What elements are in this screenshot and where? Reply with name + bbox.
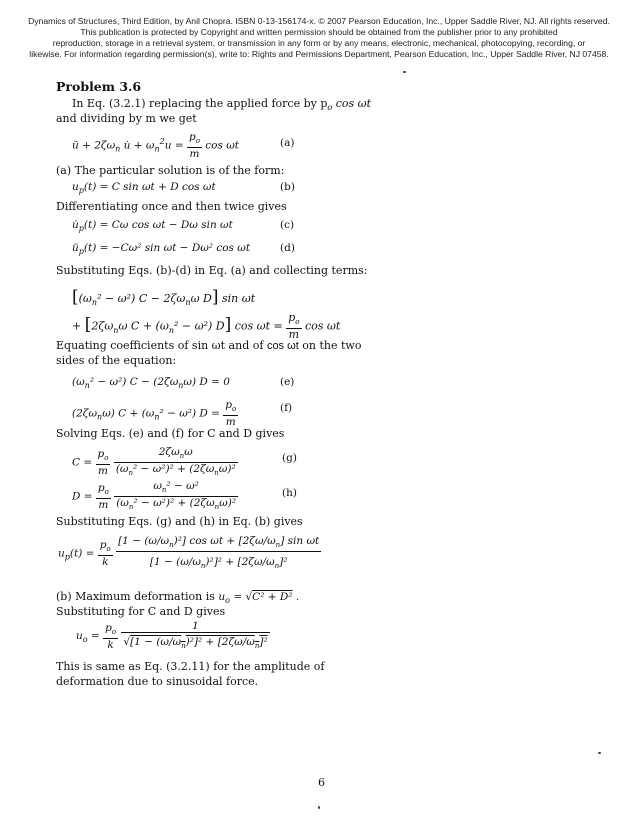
equating-line-2: sides of the equation: xyxy=(56,354,177,367)
equation-g: C = $\frac{p_o}{m}$ $\frac{2\zeta\omega_n\omega}{(\omega_n^2 - \omega^2)^2 + (2\zeta\omega_n\omega)^2}$ xyxy=(72,446,236,478)
eq-f-tag: (f) xyxy=(280,402,293,414)
eq-a-frac: $\frac{p_o}{m}$ xyxy=(188,131,200,161)
eq-h-frac1: $\frac{p_o}{m}$ xyxy=(97,482,109,512)
equation-f: $(2\zeta\omega_n\omega) C + (\omega_n^2 - \omega^2) D$ = $\frac{p_o}{m}$ xyxy=(72,399,237,429)
intro-text: In Eq. (3.2.1) replacing the applied force by p xyxy=(72,97,328,110)
equating-end: on the two xyxy=(298,339,362,352)
eq-c-rhs: (t) = Cω cos ωt − Dω sin ωt xyxy=(83,219,233,231)
eq-h-frac2: $\frac{\omega_n^2 - \omega^2}{(\omega_n^2 - \omega^2)^2 + (2\zeta\omega_n\omega)^2}$ xyxy=(116,480,237,512)
equating-line-1 xyxy=(56,339,361,352)
eq-e-tag: (e) xyxy=(280,376,295,388)
solving-text: Solving Eqs. (e) and (f) for C and D gives xyxy=(56,427,285,440)
header-line-4: likewise. For information regarding permission(s), write to: Rights and Permissions Department, Pearson Education, Inc., Upper Saddle River, NJ 07458. xyxy=(29,49,609,59)
part-b-text: (b) Maximum deformation is xyxy=(56,590,215,603)
eq-b-u: u xyxy=(72,181,79,193)
equating-text: Equating coefficients of sin ωt and of xyxy=(56,339,264,352)
equation-d: $ü_p(t) = -C\omega^2$ sin ωt − Dω² cos ωt xyxy=(72,242,251,257)
up-frac1: $\frac{p_o}{k}$ xyxy=(99,539,111,569)
eq-a-lhs: ü + 2ζω xyxy=(72,139,116,152)
substituting-text: Substituting Eqs. (b)-(d) in Eq. (a) and collecting terms: xyxy=(56,264,368,277)
eq-g-tag: (g) xyxy=(282,452,297,464)
header-line-3: reproduction, storage in a retrieval system, or transmission in any form or by any means, electronic, mechanical, photocopying, recording, or xyxy=(52,38,586,48)
intro-line-1: In Eq. (3.2.1) replacing the applied force by $p_o$ cos ωt xyxy=(72,97,372,113)
equation-c: $u̇_p(t) = C\omega$ cos ωt − Dω sin ωt xyxy=(72,219,233,234)
eq-d-rhs: (t) = −Cω² sin ωt − Dω² cos ωt xyxy=(83,242,251,254)
copyright-header xyxy=(18,16,620,60)
eq-g-frac1: $\frac{p_o}{m}$ xyxy=(97,448,109,478)
page-number: 6 xyxy=(318,776,325,789)
eq-b-rhs: (t) = C sin ωt + D cos ωt xyxy=(83,181,216,193)
equating-cos: cos ωt xyxy=(266,340,299,352)
intro-line-2: and dividing by m we get xyxy=(56,112,197,125)
equation-uo: $u_o$ = $\frac{p_o}{k}$ $\frac{1}{√[1 - (\omega/\omega_n)^2]^2 + [2\zeta\omega/\omega_n]^2}$ xyxy=(76,620,268,651)
eq-f-frac: $\frac{p_o}{m}$ xyxy=(225,399,237,429)
up-frac2: $\frac{[1 - (\omega/\omega_n)^2] \cos \omega t + [2\zeta\omega/\omega_n] \sin \omega t}{[1 - (\omega/\omega_n)^2]^2 + [2\zeta\omega/\omega_n]^2}$ xyxy=(118,535,320,571)
collected-line-2: + [$2\zeta\omega_n\omega$ $C + (\omega_n^2 - \omega^2)$ D] cos ωt = $\frac{p_o}{m}$ cos ωt xyxy=(72,311,341,342)
intro-cos: cos ωt xyxy=(335,97,372,110)
scan-speck xyxy=(318,806,320,809)
header-line-1: Dynamics of Structures, Third Edition, by Anil Chopra. ISBN 0-13-156174-x. © 2007 Pearson Education, Inc., Upper Saddle River, NJ. All rights reserved. xyxy=(28,16,610,26)
differentiating-text: Differentiating once and then twice gives xyxy=(56,200,287,213)
conclusion-line-2: deformation due to sinusoidal force. xyxy=(56,675,259,688)
scan-speck xyxy=(598,752,601,754)
eq-g-frac2: $\frac{2\zeta\omega_n\omega}{(\omega_n^2 - \omega^2)^2 + (2\zeta\omega_n\omega)^2}$ xyxy=(115,446,236,478)
equation-b: $u_p(t) = C$ sin ωt + D cos ωt xyxy=(72,181,216,196)
problem-title: Problem 3.6 xyxy=(56,79,142,94)
substituting-cd-text: Substituting for C and D gives xyxy=(56,605,226,618)
collected-frac: $\frac{p_o}{m}$ xyxy=(288,311,300,342)
equation-h: D = $\frac{p_o}{m}$ $\frac{\omega_n^2 - \omega^2}{(\omega_n^2 - \omega^2)^2 + (2\zeta\omega_n\omega)^2}$ xyxy=(72,480,237,512)
scan-speck xyxy=(403,71,406,73)
collected-line-1: [$(\omega_n^2 - \omega^2) C - 2\zeta\omega_n\omega$ D] sin ωt xyxy=(72,287,256,308)
eq-b-tag: (b) xyxy=(280,181,295,193)
uo-frac2: $\frac{1}{√[1 - (\omega/\omega_n)^2]^2 + [2\zeta\omega/\omega_n]^2}$ xyxy=(123,620,268,651)
uo-frac1: $\frac{p_o}{k}$ xyxy=(105,621,117,651)
part-a-text: (a) The particular solution is of the form: xyxy=(56,164,285,177)
equation-e: $(\omega_n^2 - \omega^2) C - (2\zeta\omega_n\omega) D = 0$ xyxy=(72,376,230,391)
equation-a: ü + $2\zeta\omega_n$ u̇ + $\omega_n^2u$ = $\frac{p_o}{m}$ cos ωt xyxy=(72,131,239,161)
part-b-line: (b) Maximum deformation is $u_o = √C^2 + D^2$ . xyxy=(56,590,300,606)
equation-up: $u_p(t)$ = $\frac{p_o}{k}$ $\frac{[1 - (\omega/\omega_n)^2] \cos \omega t + [2\zeta\omega/\omega_n] \sin \omega t}{[1 - (\omega/\omega_n)^2]^2 + [2\zeta\omega/\omega_n]^2}$ xyxy=(58,535,320,571)
eq-h-tag: (h) xyxy=(282,487,297,499)
eq-a-tag: (a) xyxy=(280,137,295,149)
eq-d-tag: (d) xyxy=(280,242,295,254)
eq-c-tag: (c) xyxy=(280,219,295,231)
header-line-2: This publication is protected by Copyright and written permission should be obtained from the publisher prior to any prohibited xyxy=(80,27,558,37)
conclusion-line-1: This is same as Eq. (3.2.11) for the amplitude of xyxy=(56,660,325,673)
substituting-gh-text: Substituting Eqs. (g) and (h) in Eq. (b) gives xyxy=(56,515,303,528)
